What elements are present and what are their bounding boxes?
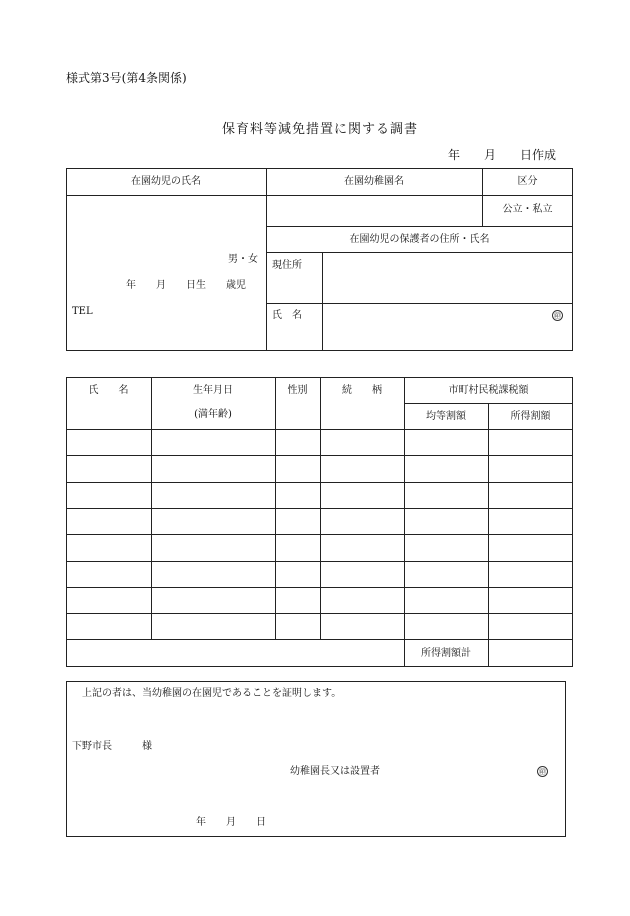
- divider: [266, 303, 573, 304]
- divider: [322, 252, 323, 351]
- addressee: 下野市長 様: [72, 741, 152, 752]
- form-number: 様式第3号(第4条関係): [66, 71, 187, 85]
- certification-statement: 上記の者は、当幼稚園の在園児であることを証明します。: [82, 688, 342, 699]
- guardian-name-label: 氏 名: [272, 310, 302, 321]
- divider: [266, 226, 573, 227]
- child-name-header: 在園幼児の氏名: [131, 176, 201, 187]
- gender-header: 性別: [287, 385, 308, 396]
- age-note: (満年齢): [194, 409, 232, 420]
- signer-title: 幼稚園長又は設置者: [290, 766, 380, 777]
- guardian-header: 在園幼児の保護者の住所・氏名: [349, 234, 490, 245]
- birth-date-line: 年 月 日生 歳児: [126, 280, 246, 291]
- seal-mark: ㊞: [539, 768, 546, 776]
- birthdate-header: 生年月日: [193, 385, 233, 396]
- divider: [66, 561, 573, 562]
- divider: [66, 613, 573, 614]
- divider: [266, 168, 267, 351]
- income-tax-total-label: 所得割額計: [421, 648, 471, 659]
- tel-label: TEL: [72, 306, 93, 317]
- divider: [66, 195, 573, 196]
- certification-box: [66, 681, 566, 837]
- creation-date: 年 月 日作成: [448, 148, 557, 162]
- gender-choice: 男・女: [228, 254, 258, 265]
- category-header: 区分: [517, 176, 538, 187]
- income-tax-header: 所得割額: [510, 411, 551, 422]
- document-title: 保育料等減免措置に関する調書: [222, 122, 419, 137]
- divider: [66, 639, 573, 640]
- divider: [66, 587, 573, 588]
- name-header: 氏 名: [88, 385, 129, 396]
- address-label: 現住所: [272, 260, 302, 271]
- relation-header: 続 柄: [342, 385, 382, 396]
- divider: [66, 482, 573, 483]
- tax-header: 市町村民税課税額: [448, 385, 529, 396]
- seal-mark: ㊞: [554, 312, 561, 320]
- category-options: 公立・私立: [502, 204, 553, 215]
- divider: [66, 508, 573, 509]
- divider: [66, 534, 573, 535]
- divider: [266, 252, 573, 253]
- equal-tax-header: 均等割額: [426, 411, 466, 422]
- kindergarten-header: 在園幼稚園名: [344, 176, 404, 187]
- certification-date: 年 月 日: [196, 817, 266, 828]
- divider: [66, 455, 573, 456]
